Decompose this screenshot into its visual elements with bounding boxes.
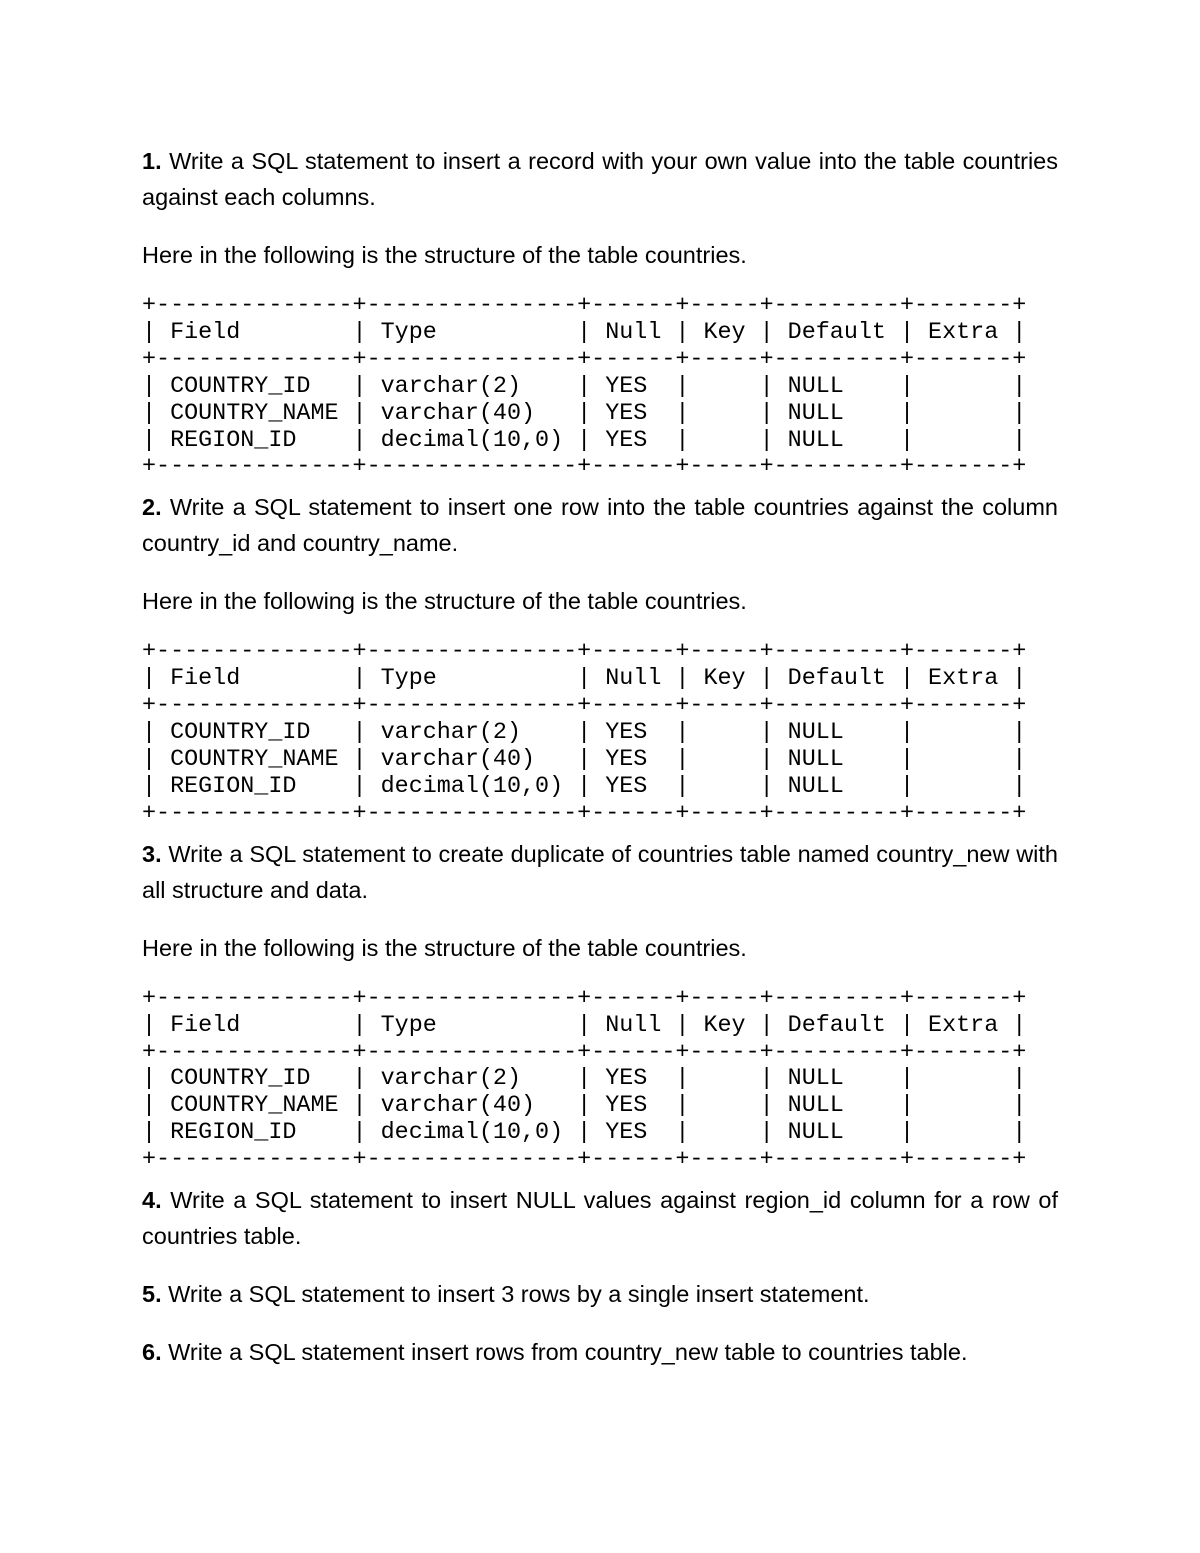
- question-number: 6.: [142, 1339, 162, 1366]
- question-text: Write a SQL statement to insert 3 rows by a single insert statement.: [168, 1281, 870, 1308]
- question-5: [142, 1276, 1058, 1312]
- table-structure-ascii: +--------------+---------------+------+-----+---------+-------+ | Field | Type | Null | Key | Default | Extra | +--------------+---------------+------+-----+---------+-------+ | COUNTRY_ID | varchar(2) | YES | | NULL | | | COUNTRY_NAME | varchar(40) | YES | | NULL | | | REGION_ID | decimal(10,0) | YES | | NULL | | +--------------+---------------+------+-----+---------+-------+: [142, 293, 1027, 481]
- structure-note: Here in the following is the structure of the table countries.: [142, 242, 747, 268]
- table-structure-ascii: +--------------+---------------+------+-----+---------+-------+ | Field | Type | Null | Key | Default | Extra | +--------------+---------------+------+-----+---------+-------+ | COUNTRY_ID | varchar(2) | YES | | NULL | | | COUNTRY_NAME | varchar(40) | YES | | NULL | | | REGION_ID | decimal(10,0) | YES | | NULL | | +--------------+---------------+------+-----+---------+-------+: [142, 639, 1027, 827]
- question-6: [142, 1334, 1058, 1370]
- structure-note: Here in the following is the structure of the table countries.: [142, 934, 747, 961]
- question-number: 4.: [142, 1187, 162, 1214]
- question-number: 1.: [142, 148, 162, 174]
- question-number: 3.: [142, 840, 162, 867]
- question-text: Write a SQL statement to create duplicate of countries table named country_new with all structure and data.: [142, 840, 1058, 903]
- question-number: 2.: [142, 494, 162, 521]
- question-text: Write a SQL statement insert rows from country_new table to countries table.: [168, 1339, 968, 1366]
- document-page: [142, 143, 1058, 1370]
- question-2: [142, 489, 1058, 561]
- structure-note: Here in the following is the structure of the table countries.: [142, 588, 747, 615]
- question-text: Write a SQL statement to insert NULL values against region_id column for a row of countries table.: [142, 1187, 1059, 1250]
- question-text: Write a SQL statement to insert a record with your own value into the table countries against each columns.: [142, 148, 1058, 210]
- question-1: [142, 143, 1058, 215]
- question-text: Write a SQL statement to insert one row into the table countries against the column country_id and country_name.: [142, 494, 1058, 557]
- question-3: [142, 836, 1058, 908]
- question-4: [142, 1182, 1058, 1254]
- table-structure-ascii: +--------------+---------------+------+-----+---------+-------+ | Field | Type | Null | Key | Default | Extra | +--------------+---------------+------+-----+---------+-------+ | COUNTRY_ID | varchar(2) | YES | | NULL | | | COUNTRY_NAME | varchar(40) | YES | | NULL | | | REGION_ID | decimal(10,0) | YES | | NULL | | +--------------+---------------+------+-----+---------+-------+: [142, 985, 1027, 1174]
- question-number: 5.: [142, 1281, 162, 1308]
